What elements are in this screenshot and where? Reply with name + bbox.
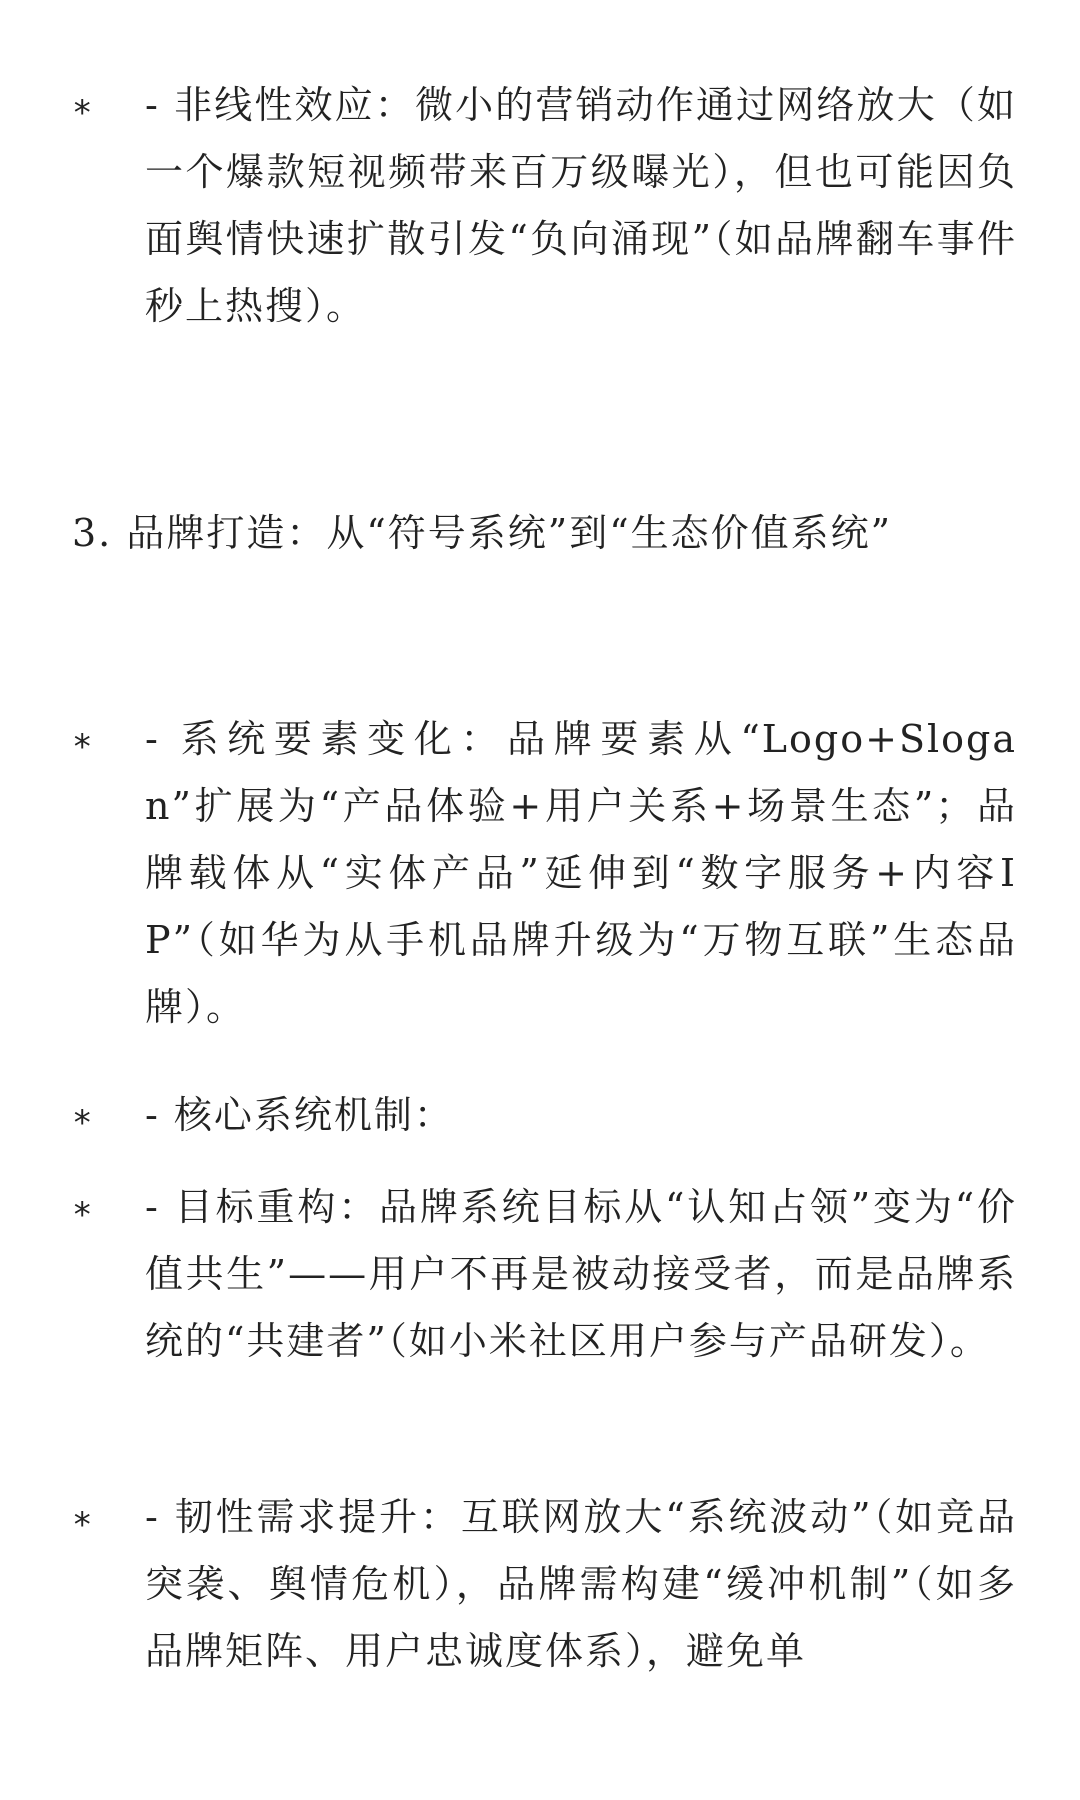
bullet-marker: *: [72, 1103, 93, 1143]
section-heading: 3. 品牌打造：从“符号系统”到“生态价值系统”: [72, 511, 893, 555]
bullet-marker: *: [72, 727, 93, 767]
list-item-text: - 非线性效应：微小的营销动作通过网络放大（如一个爆款短视频带来百万级曝光），但也可能因负面舆情快速扩散引发“负向涌现”（如品牌翻车事件秒上热搜）。: [145, 83, 1017, 328]
list-item-text: - 韧性需求提升：互联网放大“系统波动”（如竞品突袭、舆情危机），品牌需构建“缓冲机制”（如多品牌矩阵、用户忠诚度体系），避免单: [145, 1495, 1017, 1673]
bullet-marker: *: [72, 1505, 93, 1545]
list-item-text: - 系统要素变化：品牌要素从“Logo+Slogan”扩展为“产品体验+用户关系+场景生态”；品牌载体从“实体产品”延伸到“数字服务+内容IP”（如华为从手机品牌升级为“万物互联”生态品牌）。: [145, 717, 1017, 1029]
list-item-text: - 核心系统机制：: [145, 1093, 454, 1137]
bullet-marker: *: [72, 1195, 93, 1235]
bullet-marker: *: [72, 93, 93, 133]
list-item-text: - 目标重构：品牌系统目标从“认知占领”变为“价值共生”——用户不再是被动接受者，而是品牌系统的“共建者”（如小米社区用户参与产品研发）。: [145, 1185, 1017, 1363]
